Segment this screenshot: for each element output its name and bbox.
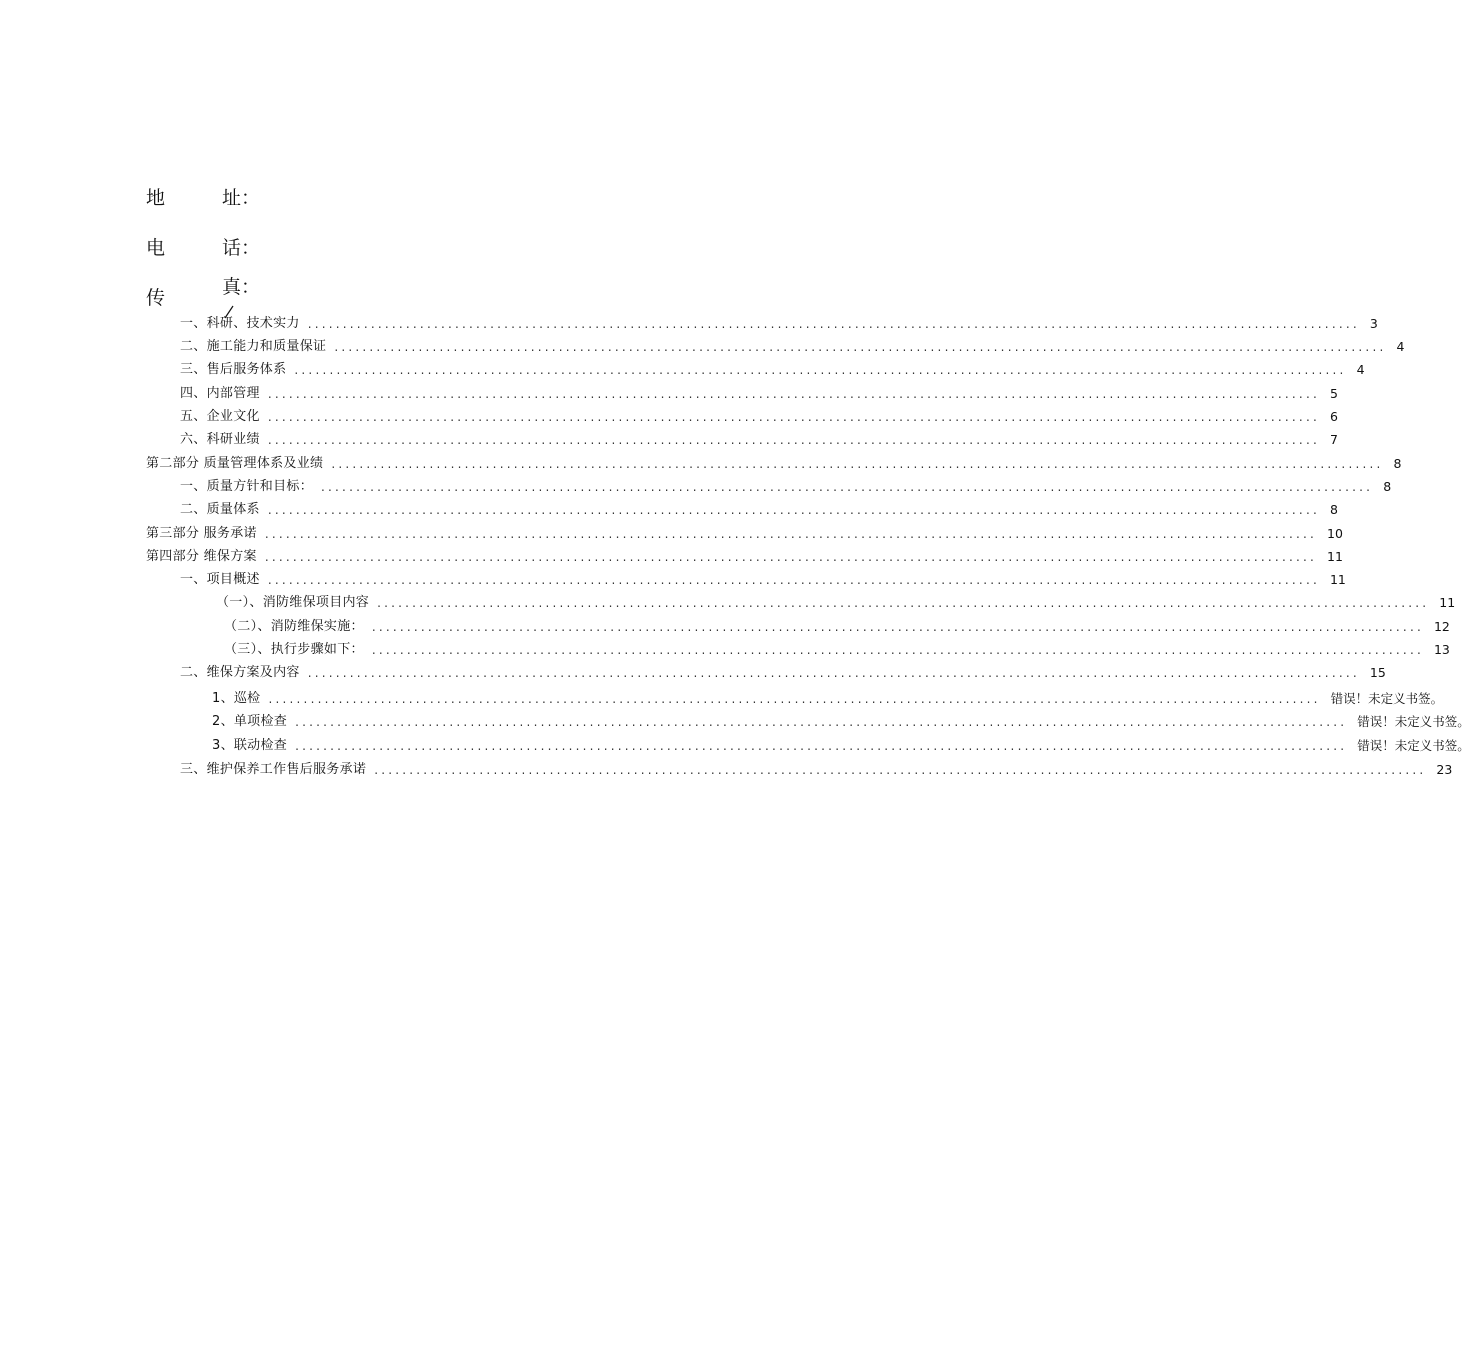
toc-entry-title: 六、科研业绩: [180, 432, 260, 447]
toc-dot-leader: ......................................................................................................................................................: [371, 643, 1424, 657]
address-label-left: 地: [146, 187, 166, 209]
toc-entry-page: 23: [1436, 762, 1453, 777]
fax-label-right: 真：: [222, 276, 261, 298]
toc-entry[interactable]: [212, 689, 1444, 709]
toc-entry-title: 二、维保方案及内容: [180, 665, 300, 680]
toc-dot-leader: ......................................................................................................................................................: [295, 715, 1348, 729]
toc-entry[interactable]: [180, 360, 1365, 380]
toc-dot-leader: ......................................................................................................................................................: [267, 433, 1320, 447]
toc-entry-page: 4: [1396, 339, 1405, 354]
toc-entry-title: 二、质量体系: [180, 502, 260, 517]
toc-entry-title: 第四部分 维保方案: [146, 549, 257, 564]
toc-entry-title: 四、内部管理: [180, 386, 260, 401]
fax-label-left: 传: [146, 287, 166, 309]
toc-dot-leader: ......................................................................................................................................................: [267, 503, 1320, 517]
toc-entry[interactable]: [180, 430, 1338, 450]
toc-entry-page: 8: [1393, 456, 1402, 471]
phone-label-right: 话：: [222, 237, 261, 259]
toc-entry-page: 7: [1329, 432, 1338, 447]
toc-entry-title: （二）、消防维保实施：: [224, 619, 364, 634]
toc-entry[interactable]: [180, 384, 1338, 404]
toc-entry-page: 错误！未定义书签。: [1330, 691, 1444, 706]
toc-dot-leader: ......................................................................................................................................................: [374, 763, 1427, 777]
toc-entry-title: 三、维护保养工作售后服务承诺: [180, 762, 367, 777]
address-label-right: 址：: [222, 187, 261, 209]
toc-entry[interactable]: [146, 454, 1402, 474]
toc-entry[interactable]: [146, 524, 1343, 544]
toc-entry[interactable]: [216, 593, 1456, 613]
toc-entry[interactable]: [180, 570, 1346, 590]
toc-entry[interactable]: [146, 547, 1343, 567]
toc-entry-title: 一、质量方针和目标：: [180, 479, 314, 494]
toc-entry[interactable]: [224, 617, 1450, 637]
toc-dot-leader: ......................................................................................................................................................: [334, 340, 1387, 354]
toc-entry[interactable]: [180, 663, 1386, 683]
toc-entry[interactable]: [180, 500, 1338, 520]
toc-dot-leader: ......................................................................................................................................................: [377, 596, 1430, 610]
toc-entry-page: 11: [1439, 595, 1456, 610]
toc-dot-leader: ......................................................................................................................................................: [371, 620, 1424, 634]
toc-dot-leader: ......................................................................................................................................................: [264, 527, 1318, 541]
toc-entry-title: 2、单项检查: [212, 714, 288, 729]
toc-entry[interactable]: [212, 736, 1470, 756]
toc-entry[interactable]: [180, 760, 1453, 780]
toc-dot-leader: ......................................................................................................................................................: [267, 573, 1320, 587]
toc-dot-leader: ......................................................................................................................................................: [307, 317, 1360, 331]
toc-entry-title: 一、科研、技术实力: [180, 316, 300, 331]
toc-dot-leader: ......................................................................................................................................................: [264, 550, 1318, 564]
toc-entry-page: 12: [1433, 619, 1450, 634]
toc-dot-leader: ......................................................................................................................................................: [295, 739, 1348, 753]
toc-entry[interactable]: [180, 477, 1392, 497]
toc-entry-page: 11: [1329, 572, 1346, 587]
toc-dot-leader: ......................................................................................................................................................: [268, 692, 1321, 706]
toc-entry-page: 6: [1329, 409, 1338, 424]
toc-entry-title: 五、企业文化: [180, 409, 260, 424]
toc-entry-page: 5: [1329, 386, 1338, 401]
phone-label-left: 电: [146, 237, 166, 259]
toc-dot-leader: ......................................................................................................................................................: [321, 480, 1374, 494]
toc-entry-title: 1、巡检: [212, 691, 261, 706]
toc-entry-page: 13: [1433, 642, 1450, 657]
toc-entry-page: 错误！未定义书签。: [1357, 738, 1470, 753]
toc-entry-page: 8: [1383, 479, 1392, 494]
toc-dot-leader: ......................................................................................................................................................: [267, 387, 1320, 401]
toc-entry-page: 10: [1327, 526, 1343, 541]
toc-entry-page: 15: [1369, 665, 1386, 680]
toc-entry-title: （一）、消防维保项目内容: [216, 595, 370, 610]
toc-entry[interactable]: [212, 712, 1470, 732]
toc-entry-title: 三、售后服务体系: [180, 362, 287, 377]
toc-entry-title: （三）、执行步骤如下：: [224, 642, 364, 657]
toc-entry[interactable]: [180, 314, 1378, 334]
toc-entry-page: 4: [1356, 362, 1365, 377]
toc-entry-title: 第三部分 服务承诺: [146, 526, 257, 541]
toc-entry-title: 一、项目概述: [180, 572, 260, 587]
toc-entry[interactable]: [180, 337, 1405, 357]
toc-entry-page: 11: [1327, 549, 1343, 564]
toc-dot-leader: ......................................................................................................................................................: [267, 410, 1320, 424]
toc-entry-page: 3: [1369, 316, 1378, 331]
toc-entry-page: 8: [1329, 502, 1338, 517]
toc-entry-title: 3、联动检查: [212, 738, 288, 753]
toc-dot-leader: ......................................................................................................................................................: [307, 666, 1360, 680]
toc-dot-leader: ......................................................................................................................................................: [294, 363, 1347, 377]
toc-entry-title: 二、施工能力和质量保证: [180, 339, 327, 354]
toc-entry-page: 错误！未定义书签。: [1357, 714, 1470, 729]
toc-entry[interactable]: [180, 407, 1338, 427]
toc-dot-leader: ......................................................................................................................................................: [331, 457, 1384, 471]
toc-entry[interactable]: [224, 640, 1450, 660]
toc-entry-title: 第二部分 质量管理体系及业绩: [146, 456, 324, 471]
